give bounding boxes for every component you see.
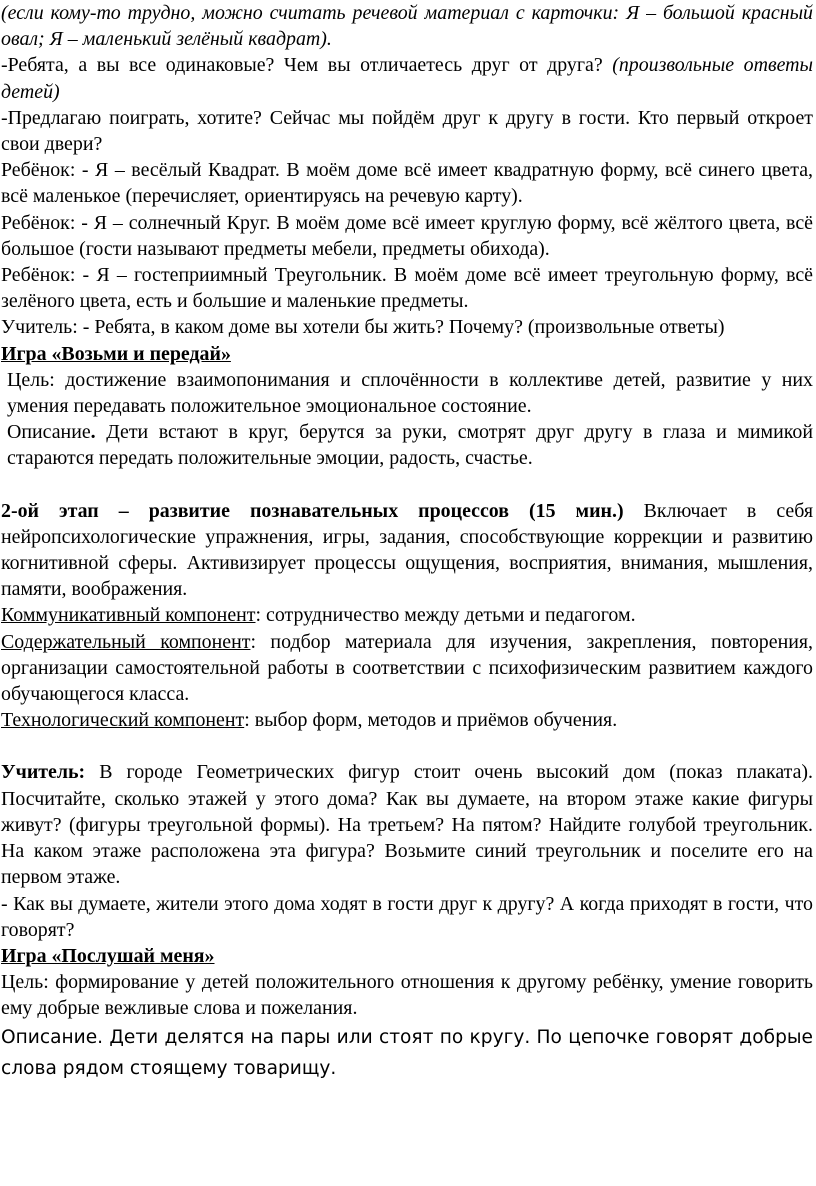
child-circle-paragraph: Ребёнок: - Я – солнечный Круг. В моём доме всё имеет круглую форму, всё жёлтого цвета, всё большое (гости называют предметы мебели, предметы обихода). (1, 211, 813, 260)
stage2-title: 2-ой этап – развитие познавательных процессов (15 мин.) (1, 499, 624, 522)
child-triangle-paragraph: Ребёнок: - Я – гостеприимный Треугольник. В моём доме всё имеет треугольную форму, всё зелёного цвета, есть и большие и маленькие предметы. (1, 264, 813, 313)
stage2-text: Включает в себя нейропсихологические упражнения, игры, задания, способствующие коррекции и развитию когнитивной сферы. Активизирует процессы ощущения, восприятия, внимания, мышления, памяти, воображения. (1, 499, 813, 601)
teacher-followup-question: - Как вы думаете, жители этого дома ходят в гости друг к другу? А когда приходят в гости, что говорят? (1, 892, 813, 941)
technological-component-text: : выбор форм, методов и приёмов обучения. (244, 709, 618, 732)
question-paragraph (1, 52, 813, 104)
game1-description-dot: . (90, 421, 96, 444)
content-component-text: : подбор материала для изучения, закрепления, повторения, организации самостоятельной работы в соответствии с психофизическим развитием каждого обучающегося класса. (1, 630, 813, 706)
child-square-paragraph: Ребёнок: - Я – весёлый Квадрат. В моём доме всё имеет квадратную форму, всё синего цвета, всё маленькое (перечисляет, ориентируясь на речевую карту). (1, 159, 813, 208)
game2-description: Описание. Дети делятся на пары или стоят по кругу. По цепочке говорят добрые слова рядом стоящему товарищу. (1, 1026, 813, 1079)
communicative-component-text: : сотрудничество между детьми и педагогом. (255, 604, 636, 627)
game2-title: Игра «Послушай меня» (1, 944, 215, 967)
game1-description (1, 419, 813, 471)
game2-goal: Цель: формирование у детей положительного отношения к другому ребёнку, умение говорить ему добрые вежливые слова и пожелания. (1, 971, 813, 1020)
game1-title: Игра «Возьми и передай» (1, 342, 231, 365)
teacher-paragraph (1, 759, 813, 890)
spacer (1, 733, 813, 759)
game1-goal: Цель: достижение взаимопонимания и сплочённости в коллективе детей, развитие у них умения передавать положительное эмоциональное состояние. (7, 368, 813, 418)
technological-component (1, 707, 813, 733)
technological-component-label: Технологический компонент (1, 709, 245, 732)
card-hint-paragraph: (если кому-то трудно, можно считать речевой материал с карточки: Я – большой красный овал; Я – маленький зелёный квадрат). (1, 2, 813, 51)
spacer (1, 472, 813, 498)
game1-description-label: Описание (7, 421, 91, 444)
communicative-component-label: Коммуникативный компонент (1, 604, 256, 627)
teacher-question-paragraph: Учитель: - Ребята, в каком доме вы хотели бы жить? Почему? (произвольные ответы) (1, 316, 725, 339)
content-component (1, 629, 813, 708)
invite-paragraph: -Предлагаю поиграть, хотите? Сейчас мы пойдём друг к другу в гости. Кто первый откроет свои двери? (1, 106, 813, 156)
game1-description-text: Дети встают в круг, берутся за руки, смотрят друг другу в глаза и мимикой стараются передать положительные эмоции, радость, счастье. (7, 421, 813, 470)
teacher-text: В городе Геометрических фигур стоит очень высокий дом (показ плаката). Посчитайте, сколько этажей у этого дома? Как вы думаете, на втором этаже какие фигуры живут? (фигуры треугольной формы). На третьем? На пятом? Найдите голубой треугольник. На каком этаже расположена эта фигура? Возьмите синий треугольник и поселите его на первом этаже. (1, 761, 813, 889)
content-component-label: Содержательный компонент (1, 630, 251, 653)
question-italic-note: (произвольные ответы детей) (1, 54, 813, 103)
communicative-component (1, 602, 813, 628)
question-text: -Ребята, а вы все одинаковые? Чем вы отличаетесь друг от друга? (1, 54, 613, 77)
stage2-paragraph (1, 498, 813, 603)
teacher-label: Учитель: (1, 761, 86, 784)
